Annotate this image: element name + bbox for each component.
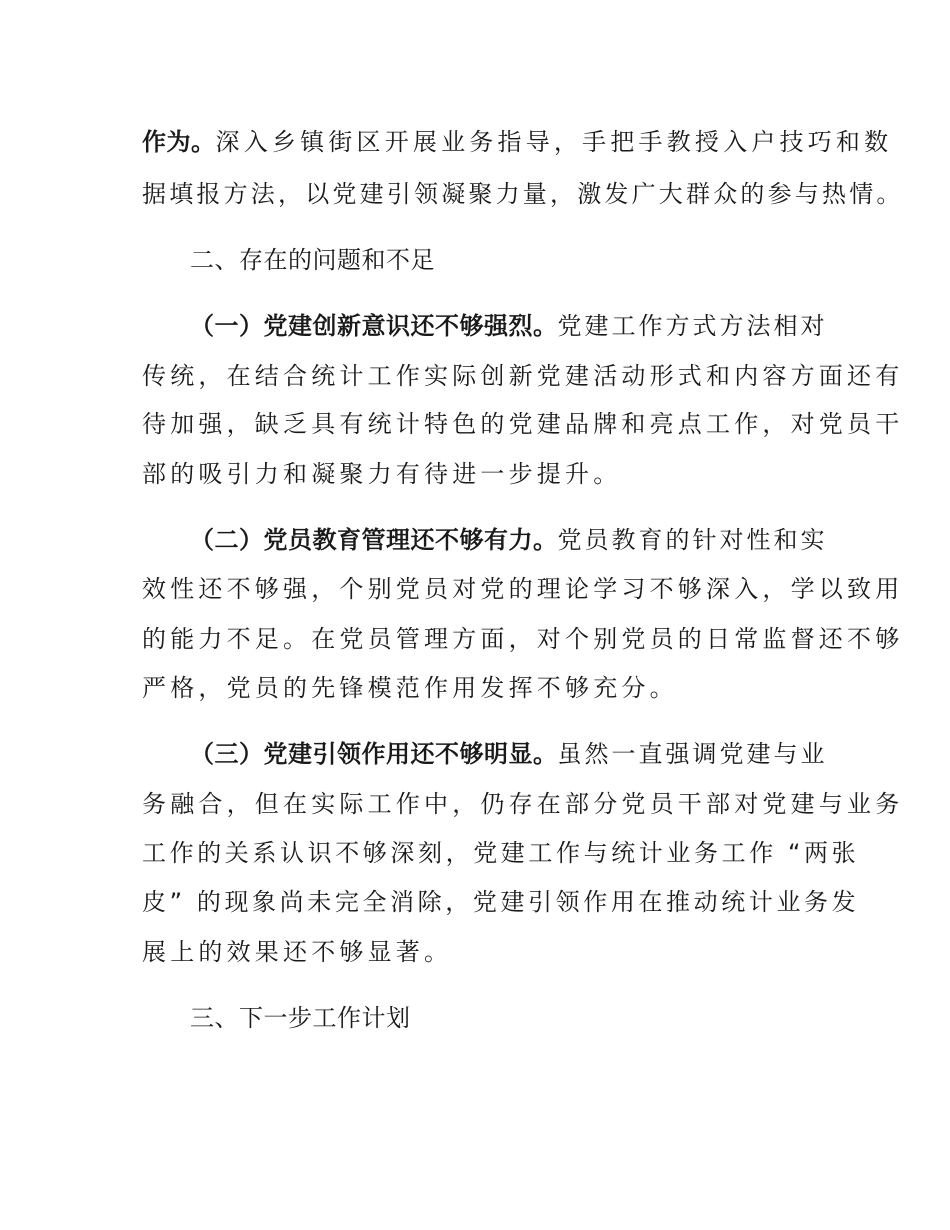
paragraph-1-line-3: 待加强，缺乏具有统计特色的党建品牌和亮点工作，对党员干 [142,410,904,438]
section-3-heading: 三、下一步工作计划 [190,1004,411,1032]
body-text: 深入乡镇街区开展业务指导，手把手教授入户技巧和数 [215,128,893,156]
paragraph-2-line-4: 严格，党员的先锋模范作用发挥不够充分。 [142,674,678,702]
paragraph-3-line-4: 皮” 的现象尚未完全消除，党建引领作用在推动统计业务发 [142,888,860,916]
paragraph-1-line-1 [190,311,828,341]
paragraph-2-line-1 [190,525,828,555]
bold-lead-in: （三）党建引领作用还不够明显。 [190,740,558,768]
paragraph-1-line-4: 部的吸引力和凝聚力有待进一步提升。 [142,460,622,488]
paragraph-2-line-3: 的能力不足。在党员管理方面，对个别党员的日常监督还不够 [142,625,904,653]
section-2-heading: 二、存在的问题和不足 [190,246,435,274]
body-text: 党建工作方式方法相对 [557,312,828,340]
bold-lead-in: 作为。 [142,128,216,156]
paragraph-1-line-2: 传统，在结合统计工作实际创新党建活动形式和内容方面还有 [142,362,904,390]
paragraph-0-line-1 [142,127,892,157]
paragraph-3-line-1 [190,739,828,769]
paragraph-3-line-3: 工作的关系认识不够深刻，党建工作与统计业务工作 “两张 [142,839,860,867]
bold-lead-in: （一）党建创新意识还不够强烈。 [190,312,558,340]
paragraph-3-line-5: 展上的效果还不够显著。 [142,938,453,966]
paragraph-0-line-2: 据填报方法，以党建引领凝聚力量，激发广大群众的参与热情。 [142,180,904,208]
paragraph-3-line-2: 务融合，但在实际工作中，仍存在部分党员干部对党建与业务 [142,790,904,818]
body-text: 虽然一直强调党建与业 [557,740,828,768]
paragraph-2-line-2: 效性还不够强，个别党员对党的理论学习不够深入，学以致用 [142,575,904,603]
bold-lead-in: （二）党员教育管理还不够有力。 [190,526,558,554]
body-text: 党员教育的针对性和实 [557,526,828,554]
